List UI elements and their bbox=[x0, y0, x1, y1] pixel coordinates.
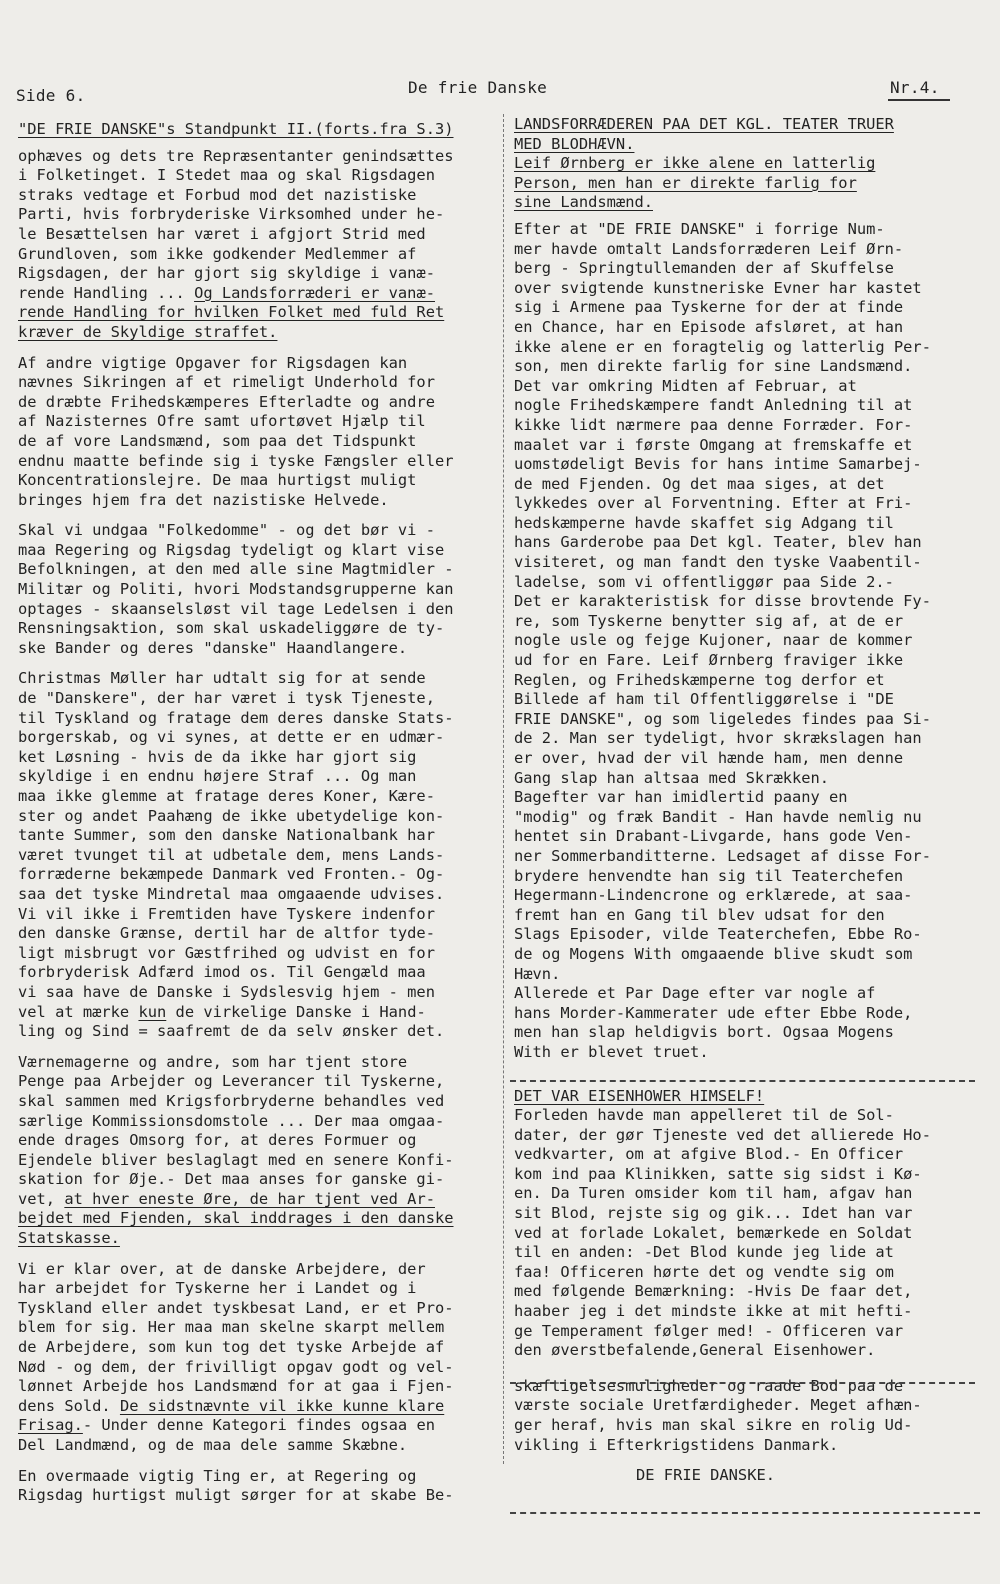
text-line: Det var omkring Midten af Februar, at bbox=[514, 376, 857, 395]
text-line: de af vore Landsmænd, som paa det Tidspunkt bbox=[18, 431, 417, 450]
text-line: Hævn. bbox=[514, 964, 561, 983]
text-line: Rigsdag hurtigst muligt sørger for at skabe Be- bbox=[18, 1486, 454, 1505]
text-line: blem for sig. Her maa man skelne skarpt mellem bbox=[18, 1318, 445, 1337]
text-line: lykkedes over al Forventning. Efter at Fri- bbox=[514, 494, 913, 513]
text-line: FRIE DANSKE", og som ligeledes findes paa Si- bbox=[514, 709, 931, 728]
text-line: mer havde omtalt Landsforræderen Leif Ørn- bbox=[514, 239, 904, 258]
text-line: Allerede et Par Dage efter var nogle af bbox=[514, 984, 876, 1003]
text-line: Vi vil ikke i Fremtiden have Tyskere indenfor bbox=[18, 904, 435, 923]
publication-title: De frie Danske bbox=[408, 78, 548, 97]
column-divider bbox=[503, 114, 504, 1464]
text-line: nævnes Sikringen af et rimeligt Underhold for bbox=[18, 373, 435, 392]
text-line: Parti, hvis forbryderiske Virksomhed under he- bbox=[18, 205, 445, 224]
text-line: Koncentrationslejre. De maa hurtigst muligt bbox=[18, 471, 417, 490]
text-line: le Besættelsen har været i afgjort Strid med bbox=[18, 224, 426, 243]
text-run: vel at mærke bbox=[18, 1002, 139, 1021]
text-line: Vi er klar over, at de danske Arbejdere, der bbox=[18, 1259, 426, 1278]
text-line: en Chance, har en Episode afsløret, at han bbox=[514, 317, 904, 336]
signature: DE FRIE DANSKE. bbox=[636, 1466, 775, 1485]
text-line: de "Danskere", der har været i tysk Tjeneste, bbox=[18, 689, 435, 708]
text-line bbox=[18, 284, 502, 304]
text-line bbox=[18, 1416, 502, 1436]
text-line: "modig" og fræk Bandit - Han havde nemlig nu bbox=[514, 807, 922, 826]
text-line: vikling i Efterkrigstidens Danmark. bbox=[514, 1435, 839, 1454]
text-line: ligt misbrugt vor Gæstfrihed og udvist en for bbox=[18, 943, 435, 962]
text-line: er over, hvad der vil hænde ham, men denne bbox=[514, 749, 904, 767]
text-line: maa ikke glemme at fratage deres Koner, Kære- bbox=[18, 787, 435, 805]
box-line: med følgende Bemærkning: -Hvis De faar det, bbox=[514, 1282, 913, 1301]
text-line-underlined: Statskasse. bbox=[18, 1229, 120, 1248]
article-headline: LANDSFORRÆDEREN PAA DET KGL. TEATER TRUER bbox=[514, 115, 894, 133]
text-line: Tyskland eller andet tyskbesat Land, er et Pro- bbox=[18, 1298, 454, 1317]
text-line: Befolkningen, at den med alle sine Magtmidler - bbox=[18, 560, 454, 579]
text-line: Gang slap han altsaa med Skrækken. bbox=[514, 768, 830, 787]
text-line: skation for Øje.- Det maa anses for ganske gi- bbox=[18, 1170, 445, 1189]
box-line: haaber jeg i det mindste ikke at mit hefti- bbox=[514, 1302, 913, 1321]
text-run-underlined: Frisag. bbox=[18, 1416, 83, 1435]
text-line-underlined: rende Handling for hvilken Folket med fuld Ret bbox=[18, 303, 445, 322]
text-line: nogle usle og fejge Kujoner, naar de kommer bbox=[514, 631, 913, 650]
text-run-underlined: at hver eneste Øre, de har tjent ved Ar- bbox=[64, 1189, 435, 1208]
text-line: En overmaade vigtig Ting er, at Regering og bbox=[18, 1466, 417, 1485]
issue-number: Nr.4. bbox=[890, 78, 940, 97]
text-line bbox=[18, 1003, 502, 1023]
text-line: Billede af ham til Offentliggørelse i "DE bbox=[514, 690, 894, 709]
text-line: ger heraf, hvis man skal sikre en rolig Ud- bbox=[514, 1416, 913, 1434]
text-line: hans Garderobe paa Det kgl. Teater, blev han bbox=[514, 533, 922, 552]
text-line: borgerskab, og vi synes, at dette er en udmær- bbox=[18, 728, 445, 747]
text-line: de dræbte Frihedskæmperes Efterladte og andre bbox=[18, 392, 435, 411]
text-line: har arbejdet for Tyskerne her i Landet og i bbox=[18, 1279, 417, 1298]
box-heading: DET VAR EISENHOWER HIMSELF! bbox=[514, 1086, 765, 1105]
text-line: hans Morder-Kammerater ude efter Ebbe Rode, bbox=[514, 1003, 913, 1022]
text-line: endnu maatte befinde sig i tyske Fængsler eller bbox=[18, 451, 454, 470]
text-line: ske Bander og deres "danske" Haandlangere. bbox=[18, 638, 408, 657]
box-bottom-rule bbox=[510, 1382, 975, 1384]
text-line: Hegermann-Lindencrone og erklærede, at saa- bbox=[514, 886, 913, 905]
text-line: optages - skaanselsløst vil tage Ledelsen i den bbox=[18, 599, 454, 618]
text-line: Skal vi undgaa "Folkedomme" - og det bør vi - bbox=[18, 521, 435, 540]
text-line: Reglen, og Frihedskæmperne tog derfor et bbox=[514, 670, 885, 689]
text-line: Af andre vigtige Opgaver for Rigsdagen kan bbox=[18, 353, 408, 372]
text-line: Penge paa Arbejder og Leverancer til Tyskerne, bbox=[18, 1072, 445, 1091]
text-line: sig i Armene paa Tyskerne for der at finde bbox=[514, 298, 904, 317]
left-heading: "DE FRIE DANSKE"s Standpunkt II.(forts.fra S.3) bbox=[18, 120, 454, 138]
text-line: berg - Springtullemanden der af Skuffelse bbox=[514, 259, 894, 278]
end-rule bbox=[510, 1512, 980, 1514]
text-line: kikke lidt nærmere paa denne Forræder. For- bbox=[514, 415, 913, 434]
text-line: hentet sin Drabant-Livgarde, hans gode Ven- bbox=[514, 827, 913, 846]
text-line: ophæves og dets tre Repræsentanter genindsættes bbox=[18, 146, 454, 165]
text-line: Rigsdagen, der har gjort sig skyldige i vanæ- bbox=[18, 264, 435, 283]
text-line: ud for en Fare. Leif Ørnberg fraviger ikke bbox=[514, 651, 904, 670]
text-line: de med Fjenden. Og det maa siges, at det bbox=[514, 474, 885, 493]
box-line: Forleden havde man appelleret til de Sol- bbox=[514, 1106, 894, 1125]
text-line: særlige Kommissionsdomstole ... Der maa omgaa- bbox=[18, 1111, 445, 1130]
left-column bbox=[18, 120, 502, 1506]
box-line: dater, der gør Tjeneste ved det allierede Ho- bbox=[514, 1125, 931, 1144]
text-line: værste sociale Uretfærdigheder. Meget afhæn- bbox=[514, 1396, 922, 1415]
text-line: ling og Sind = saafremt de da selv ønsker det. bbox=[18, 1022, 445, 1041]
text-line: saa det tyske Mindretal maa omgaaende udvises. bbox=[18, 884, 445, 903]
text-line: været tvunget til at udbetale dem, mens Lands- bbox=[18, 845, 445, 864]
text-line bbox=[18, 1190, 502, 1210]
text-line: Militær og Politi, hvori Modstandsgrupperne kan bbox=[18, 580, 454, 599]
text-line: skæftigelsesmuligheder og raade Bod paa de bbox=[514, 1376, 904, 1395]
text-run-underlined: kun bbox=[138, 1002, 167, 1021]
box-line: faa! Officeren hørte det og vendte sig om bbox=[514, 1262, 894, 1281]
text-line: Bagefter var han imidlertid paany en bbox=[514, 788, 848, 807]
text-line: brydere henvendte han sig til Teaterchefen bbox=[514, 866, 904, 885]
text-line: vi saa have de Danske i Sydslesvig hjem - men bbox=[18, 982, 435, 1001]
text-line: Slags Episoder, vilde Teaterchefen, Ebbe Ro- bbox=[514, 925, 922, 944]
text-line: Nød - og dem, der frivilligt opgav godt og vel- bbox=[18, 1357, 454, 1376]
text-line: til Tyskland og fratage dem deres danske Stats- bbox=[18, 708, 454, 727]
text-line bbox=[18, 1397, 502, 1417]
text-run: vet, bbox=[18, 1189, 65, 1208]
text-run-underlined: Og Landsforræderi er vanæ- bbox=[194, 283, 435, 302]
box-line: den øverstbefalende,General Eisenhower. bbox=[514, 1341, 876, 1360]
box-line: ge Temperament følger med! - Officeren var bbox=[514, 1321, 904, 1340]
text-line: de Arbejdere, som kun tog det tyske Arbejde af bbox=[18, 1338, 445, 1357]
box-top-rule bbox=[510, 1080, 975, 1082]
text-line: Værnemagerne og andre, som har tjent store bbox=[18, 1052, 408, 1071]
text-line: ladelse, som vi offentliggør paa Side 2.- bbox=[514, 572, 894, 591]
text-line: i Folketinget. I Stedet maa og skal Rigsdagen bbox=[18, 166, 435, 185]
box-line: ved at forlade Lokalet, bemærkede en Soldat bbox=[514, 1223, 913, 1242]
text-line: maalet var i første Omgang at fremskaffe et bbox=[514, 435, 913, 454]
text-line: With er blevet truet. bbox=[514, 1042, 709, 1061]
text-line: ende drages Omsorg for, at deres Formuer og bbox=[18, 1131, 417, 1150]
article-subheadline: sine Landsmænd. bbox=[514, 193, 653, 212]
box-line: kom ind paa Klinikken, satte sig sidst i Kø- bbox=[514, 1164, 922, 1183]
text-line: ner Sommerbanditterne. Ledsaget af disse For- bbox=[514, 846, 931, 865]
text-run: rende Handling ... bbox=[18, 283, 195, 302]
text-line: bringes hjem fra det nazistiske Helvede. bbox=[18, 490, 389, 509]
text-line: Rensningsaktion, som skal uskadeliggøre de ty- bbox=[18, 619, 445, 638]
text-line: fremt han en Gang til blev udsat for den bbox=[514, 905, 885, 924]
text-line: maa Regering og Rigsdag tydeligt og klart vise bbox=[18, 540, 445, 559]
box-line: til en anden: -Det Blod kunde jeg lide at bbox=[514, 1243, 894, 1262]
text-line: son, men direkte farlig for sine Landsmænd. bbox=[514, 357, 913, 376]
text-line: skal sammen med Krigsforbryderne behandles ved bbox=[18, 1091, 445, 1110]
text-line: over svigtende kunstneriske Evner har kastet bbox=[514, 278, 922, 297]
text-line: forræderne bekæmpede Danmark ved Fronten.- Og- bbox=[18, 865, 445, 884]
article-subheadline: Leif Ørnberg er ikke alene en latterlig bbox=[514, 154, 876, 173]
text-line: skyldige i en endnu højere Straf ... Og man bbox=[18, 767, 417, 786]
text-line: nogle Frihedskæmpere fandt Anledning til at bbox=[514, 396, 913, 415]
text-run-underlined: De sidstnævnte vil ikke kunne klare bbox=[119, 1396, 445, 1415]
text-line: de 2. Man ser tydeligt, hvor skrækslagen han bbox=[514, 729, 922, 748]
text-run: de virkelige Danske i Hand- bbox=[166, 1002, 426, 1021]
text-line: af Nazisternes Ofre samt ufortøvet Hjælp til bbox=[18, 412, 426, 431]
text-line: Christmas Møller har udtalt sig for at sende bbox=[18, 669, 426, 688]
text-line-underlined: kræver de Skyldige straffet. bbox=[18, 322, 278, 341]
text-line: ket Løsning - hvis de da ikke har gjort sig bbox=[18, 747, 417, 766]
article-headline: MED BLODHÆVN. bbox=[514, 134, 635, 153]
text-line: re, som Tyskerne benytter sig af, at de er bbox=[514, 611, 904, 630]
text-run: dens Sold. bbox=[18, 1396, 120, 1415]
box-line: vedkvarter, om at afgive Blod.- En Officer bbox=[514, 1145, 904, 1164]
text-line: Del Landmænd, og de maa dele samme Skæbne. bbox=[18, 1436, 408, 1454]
text-line: den danske Grænse, dertil har de altfor tyde- bbox=[18, 924, 435, 943]
text-line: ster og andet Paahæng de ikke ubetydelige kon- bbox=[18, 806, 445, 825]
text-line: Det er karakteristisk for disse brovtende Fy- bbox=[514, 592, 931, 611]
text-line-underlined: bejdet med Fjenden, skal inddrages i den danske bbox=[18, 1209, 454, 1228]
right-column bbox=[514, 115, 984, 1486]
article-subheadline: Person, men han er direkte farlig for bbox=[514, 173, 857, 192]
text-line: Efter at "DE FRIE DANSKE" i forrige Num- bbox=[514, 219, 885, 238]
text-line: tante Summer, som den danske Nationalbank har bbox=[18, 826, 435, 845]
text-line: men han slap heldigvis bort. Ogsaa Mogens bbox=[514, 1023, 894, 1042]
text-line: forbryderisk Adfærd imod os. Til Gengæld maa bbox=[18, 963, 426, 982]
text-line: visiteret, og man fandt den tyske Vaabentil- bbox=[514, 553, 922, 572]
text-line: Ejendele bliver beslaglagt med en senere Konfi- bbox=[18, 1150, 454, 1169]
text-line: uomstødeligt Bevis for hans intime Samarbej- bbox=[514, 455, 922, 474]
text-line: de og Mogens With omgaaende blive skudt som bbox=[514, 944, 913, 963]
text-line: hedskæmperne havde skaffet sig Adgang til bbox=[514, 513, 894, 532]
text-line: Grundloven, som ikke godkender Medlemmer af bbox=[18, 244, 417, 263]
box-line: sit Blod, rejste sig og gik... Idet han var bbox=[514, 1204, 913, 1223]
text-run: - Under denne Kategori findes ogsaa en bbox=[82, 1416, 435, 1435]
text-line: straks vedtage et Forbud mod det nazistiske bbox=[18, 185, 417, 204]
page-number: Side 6. bbox=[16, 86, 86, 105]
text-line: lønnet Arbejde hos Landsmænd for at gaa i Fjen- bbox=[18, 1377, 454, 1396]
text-line: ikke alene er en foragtelig og latterlig Per- bbox=[514, 337, 931, 356]
box-line: en. Da Turen omsider kom til ham, afgav han bbox=[514, 1184, 913, 1203]
